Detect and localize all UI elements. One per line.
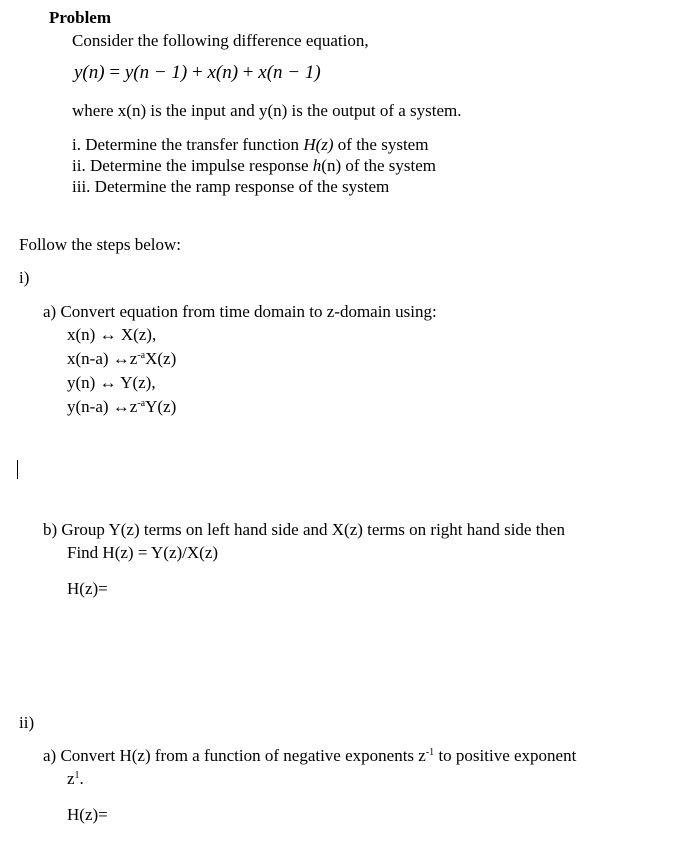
eq-term-3: x(n − 1) bbox=[258, 62, 321, 83]
task-2-symbol: h bbox=[312, 156, 322, 175]
mapping-4-sup: -a bbox=[137, 398, 146, 409]
problem-heading: Problem bbox=[49, 8, 112, 27]
part-ii-a-line1-post: to positive exponent bbox=[434, 746, 577, 765]
eq-plus-1: + bbox=[187, 62, 208, 83]
part-ii-a-answer: H(z)= bbox=[67, 805, 108, 824]
mapping-4-lhs: y(n-a) ↔z bbox=[67, 397, 138, 416]
task-1 bbox=[72, 135, 428, 155]
eq-term-2: x(n) bbox=[207, 62, 239, 83]
problem-intro: Consider the following difference equation, bbox=[72, 31, 369, 50]
mapping-2-sup: -a bbox=[137, 350, 146, 361]
eq-lhs: y(n) bbox=[74, 62, 105, 83]
part-ii-a-line2-pre: z bbox=[67, 769, 75, 788]
mapping-4 bbox=[67, 397, 176, 417]
part-i-label: i) bbox=[19, 268, 30, 287]
mapping-4-rhs: Y(z) bbox=[145, 397, 177, 416]
part-i-b-title: b) Group Y(z) terms on left hand side and X(z) terms on right hand side then bbox=[43, 520, 565, 539]
text-cursor bbox=[17, 460, 18, 479]
mapping-2-rhs: X(z) bbox=[145, 349, 177, 368]
eq-equals: = bbox=[104, 62, 125, 83]
task-2-suffix: (n) of the system bbox=[321, 156, 437, 175]
eq-plus-2: + bbox=[238, 62, 259, 83]
part-ii-a-line2-sup: 1 bbox=[74, 770, 80, 781]
part-i-b-answer: H(z)= bbox=[67, 579, 108, 598]
part-ii-a-line2 bbox=[67, 769, 84, 789]
part-ii-a-line1-pre: a) Convert H(z) from a function of negative exponents z bbox=[43, 746, 426, 765]
part-i-a-title: a) Convert equation from time domain to z-domain using: bbox=[43, 302, 437, 321]
part-ii-a-line2-post: . bbox=[79, 769, 84, 788]
task-2 bbox=[72, 156, 436, 176]
task-1-suffix: of the system bbox=[333, 135, 429, 154]
part-i-b-line2: Find H(z) = Y(z)/X(z) bbox=[67, 543, 219, 562]
mapping-2-lhs: x(n-a) ↔z bbox=[67, 349, 138, 368]
part-ii-label: ii) bbox=[19, 713, 35, 732]
part-ii-a-line1-sup: -1 bbox=[425, 747, 435, 758]
mapping-2 bbox=[67, 349, 176, 369]
task-3-text: iii. Determine the ramp response of the system bbox=[72, 177, 390, 196]
part-ii-a-line1 bbox=[43, 746, 576, 766]
task-1-symbol: H(z) bbox=[303, 135, 334, 154]
eq-term-1: y(n − 1) bbox=[124, 62, 188, 83]
task-2-text: ii. Determine the impulse response bbox=[72, 156, 313, 175]
difference-equation bbox=[74, 62, 321, 84]
task-1-text: i. Determine the transfer function bbox=[72, 135, 304, 154]
task-3 bbox=[72, 177, 389, 197]
mapping-3 bbox=[67, 373, 156, 393]
steps-intro: Follow the steps below: bbox=[19, 235, 181, 254]
mapping-3-text: y(n) ↔ Y(z), bbox=[67, 373, 156, 392]
mapping-1 bbox=[67, 325, 156, 345]
mapping-1-text: x(n) ↔ X(z), bbox=[67, 325, 157, 344]
problem-description: where x(n) is the input and y(n) is the output of a system. bbox=[72, 101, 462, 120]
